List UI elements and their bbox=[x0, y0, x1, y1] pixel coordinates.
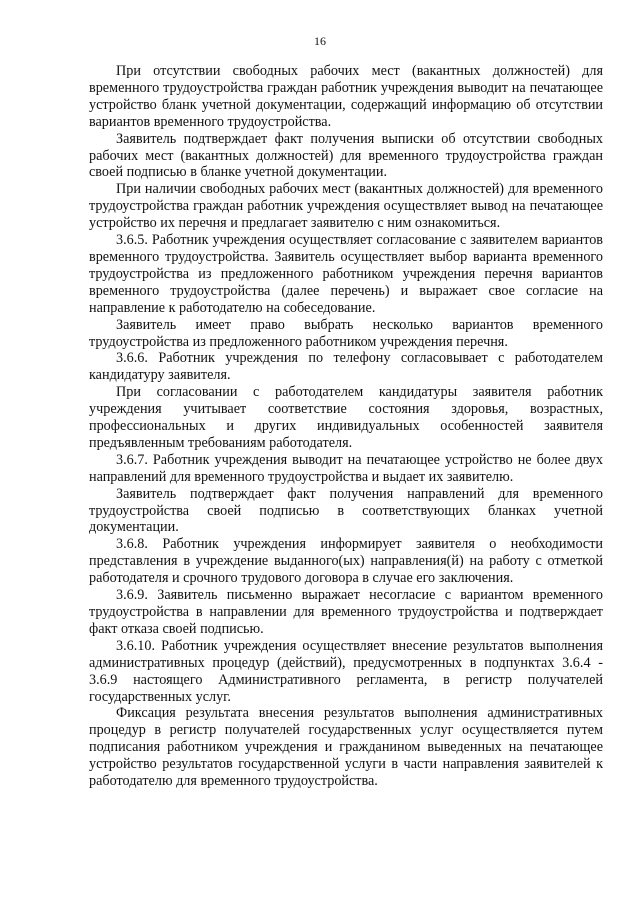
paragraph: Фиксация результата внесения результатов выполнения административных процедур в регистр получателей государственных услуг осуществляется путем подписания работником учреждения и гражданином выведенных на печатающее устройство результатов государственной услуги в части направления заявителей к работодателю для временного трудоустройства. bbox=[89, 705, 603, 790]
paragraph: При отсутствии свободных рабочих мест (вакантных должностей) для временного трудоустройства граждан работник учреждения выводит на печатающее устройство бланк учетной документации, содержащий информацию об отсутствии вариантов временного трудоустройства. bbox=[89, 63, 603, 130]
body-text bbox=[89, 63, 603, 790]
paragraph: Заявитель имеет право выбрать несколько вариантов временного трудоустройства из предложенного работником учреждения перечня. bbox=[89, 316, 603, 350]
paragraph: При наличии свободных рабочих мест (вакантных должностей) для временного трудоустройства граждан работник учреждения осуществляет вывод на печатающее устройство их перечня и предлагает заявителю с ним ознакомиться. bbox=[89, 181, 603, 232]
paragraph: 3.6.6. Работник учреждения по телефону согласовывает с работодателем кандидатуру заявителя. bbox=[89, 350, 603, 384]
paragraph: Заявитель подтверждает факт получения выписки об отсутствии свободных рабочих мест (вакантных должностей) для временного трудоустройства граждан своей подписью в бланке учетной документации. bbox=[89, 130, 603, 181]
paragraph: Заявитель подтверждает факт получения направлений для временного трудоустройства своей подписью в соответствующих бланках учетной документации. bbox=[89, 485, 603, 536]
paragraph: 3.6.9. Заявитель письменно выражает несогласие с вариантом временного трудоустройства в направлении для временного трудоустройства и подтверждает факт отказа своей подписью. bbox=[89, 587, 603, 637]
paragraph: При согласовании с работодателем кандидатуры заявителя работник учреждения учитывает соответствие состояния здоровья, возрастных, профессиональных и других индивидуальных особенностей заявителя предъявленным требованиям работодателя. bbox=[89, 384, 603, 451]
paragraph: 3.6.10. Работник учреждения осуществляет внесение результатов выполнения административных процедур (действий), предусмотренных в подпунктах 3.6.4 - 3.6.9 настоящего Административного регламента, в регистр получателей государственных услуг. bbox=[89, 637, 603, 705]
paragraph: 3.6.8. Работник учреждения информирует заявителя о необходимости представления в учреждение выданного(ых) направления(й) на работу с отметкой работодателя и срочного трудового договора в случае его заключения. bbox=[89, 536, 603, 587]
page-number: 16 bbox=[314, 34, 326, 48]
paragraph: 3.6.5. Работник учреждения осуществляет согласование с заявителем вариантов временного трудоустройства. Заявитель осуществляет выбор варианта временного трудоустройства из предложенного работником учреждения перечня вариантов временного трудоустройства (далее перечень) и выражает свое согласие на направление к работодателю на собеседование. bbox=[89, 232, 603, 316]
paragraph: 3.6.7. Работник учреждения выводит на печатающее устройство не более двух направлений для временного трудоустройства и выдает их заявителю. bbox=[89, 451, 603, 485]
